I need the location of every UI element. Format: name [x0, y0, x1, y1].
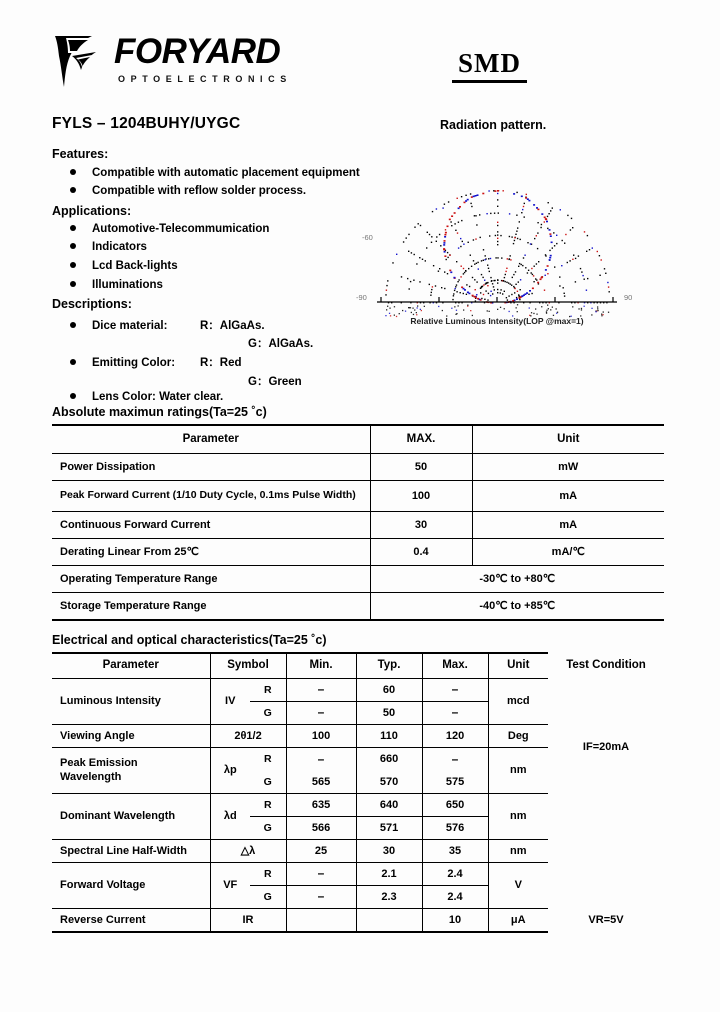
- th-typ: Typ.: [356, 653, 422, 679]
- application-item-2: [70, 241, 147, 253]
- th-max: Max.: [422, 653, 488, 679]
- application-item-1: [70, 223, 269, 235]
- cell-typ: 660: [356, 748, 422, 772]
- application-label: Indicators: [92, 241, 147, 253]
- cell-parameter: Operating Temperature Range: [52, 566, 370, 593]
- cell-unit: μA: [488, 909, 548, 933]
- application-item-4: [70, 279, 163, 291]
- cell-max: 2.4: [422, 863, 488, 886]
- radiation-pattern-label: Radiation pattern.: [440, 118, 547, 132]
- cell-unit: mW: [472, 454, 664, 481]
- cell-parameter: Viewing Angle: [52, 725, 210, 748]
- logo-subtitle: OPTOELECTRONICS: [118, 74, 292, 84]
- cell-parameter: Storage Temperature Range: [52, 593, 370, 621]
- feature-item-1: [70, 167, 360, 179]
- cell-test-condition-empty: [548, 863, 664, 909]
- table-row: [52, 539, 664, 566]
- cell-parameter: Power Dissipation: [52, 454, 370, 481]
- lens-color-row: [70, 391, 223, 403]
- th-max: MAX.: [370, 425, 472, 454]
- feature-item-2: [70, 185, 306, 197]
- cell-test-condition: VR=5V: [588, 913, 624, 926]
- svg-text:90: 90: [624, 293, 633, 302]
- cell-symbol: 2θ1/2: [210, 725, 286, 748]
- cell-parameter-line2: Wavelength: [52, 771, 210, 794]
- cell-color-tag: R: [250, 748, 286, 772]
- cell-typ: [356, 909, 422, 933]
- th-test-condition: Test Condition: [566, 659, 646, 672]
- cell-max: –: [422, 748, 488, 772]
- cell-symbol: △λ: [210, 840, 286, 863]
- cell-typ: 60: [356, 679, 422, 702]
- table1-header-row: [52, 425, 664, 454]
- cell-max: 100: [370, 481, 472, 512]
- th-symbol: Symbol: [210, 653, 286, 679]
- feature-label: Compatible with reflow solder process.: [92, 185, 307, 197]
- cell-color-tag: R: [250, 863, 286, 886]
- cell-unit: nm: [488, 794, 548, 840]
- table2-header-row: [52, 653, 664, 679]
- table-row: [52, 481, 664, 512]
- cell-min: 565: [286, 771, 356, 794]
- cell-max: 575: [422, 771, 488, 794]
- part-number: FYLS – 1204BUHY/UYGC: [52, 115, 241, 132]
- cell-merged-value: -40℃ to +85℃: [370, 593, 664, 621]
- cell-parameter-line1: Peak Emission: [52, 748, 210, 772]
- cell-unit: mA: [472, 512, 664, 539]
- cell-symbol: IR: [210, 909, 286, 933]
- cell-min: 635: [286, 794, 356, 817]
- lens-color-label: Lens Color: Water clear.: [92, 391, 224, 403]
- table-row: [52, 593, 664, 621]
- cell-color-tag: R: [250, 679, 286, 702]
- cell-max: 30: [370, 512, 472, 539]
- foryard-swoosh-icon: [52, 32, 110, 90]
- cell-min: –: [286, 748, 356, 772]
- cell-color-tag: G: [250, 886, 286, 909]
- cell-typ: 570: [356, 771, 422, 794]
- application-item-3: [70, 260, 178, 272]
- cell-unit: mA: [472, 481, 664, 512]
- cell-parameter: Derating Linear From 25℃: [52, 539, 370, 566]
- cell-typ: 2.3: [356, 886, 422, 909]
- cell-symbol: IV: [210, 679, 250, 725]
- cell-parameter: Peak Forward Current (1/10 Duty Cycle, 0.1ms Pulse Width): [52, 481, 370, 512]
- cell-max: –: [422, 679, 488, 702]
- bullet-dot-icon: [70, 262, 76, 268]
- th-min: Min.: [286, 653, 356, 679]
- cell-symbol: VF: [210, 863, 250, 909]
- cell-unit: mcd: [488, 679, 548, 725]
- dice-material-g: G：AlGaAs.: [248, 338, 314, 350]
- table-row: [52, 566, 664, 593]
- cell-min: –: [286, 886, 356, 909]
- cell-parameter: Forward Voltage: [52, 863, 210, 909]
- cell-min: [286, 909, 356, 933]
- th-unit: Unit: [472, 425, 664, 454]
- bullet-dot-icon: [70, 169, 76, 175]
- cell-typ: 640: [356, 794, 422, 817]
- cell-max: 120: [422, 725, 488, 748]
- th-parameter: Parameter: [52, 653, 210, 679]
- cell-typ: 571: [356, 817, 422, 840]
- cell-parameter: Dominant Wavelength: [52, 794, 210, 840]
- chart-caption: Relative Luminous Intensity(LOP @max=1): [410, 316, 584, 326]
- cell-min: –: [286, 863, 356, 886]
- absolute-maximum-ratings-table: [52, 424, 664, 621]
- cell-min: 566: [286, 817, 356, 840]
- svg-text:-60: -60: [362, 233, 373, 242]
- cell-max: 2.4: [422, 886, 488, 909]
- cell-test-condition-empty: [548, 840, 664, 863]
- table-row: [52, 512, 664, 539]
- company-logo: [52, 30, 352, 92]
- features-title: Features:: [52, 147, 109, 161]
- cell-max: 35: [422, 840, 488, 863]
- cell-typ: 110: [356, 725, 422, 748]
- cell-max: 0.4: [370, 539, 472, 566]
- cell-max: 576: [422, 817, 488, 840]
- cell-parameter: Luminous Intensity: [52, 679, 210, 725]
- smd-title: SMD: [452, 48, 527, 83]
- table-row: [52, 454, 664, 481]
- table2-title: Electrical and optical characteristics(Ta=25 ˚c): [52, 633, 327, 647]
- bullet-dot-icon: [70, 187, 76, 193]
- radiation-polar-plot: [352, 176, 642, 328]
- application-label: Illuminations: [92, 279, 163, 291]
- cell-unit: mA/℃: [472, 539, 664, 566]
- bullet-dot-icon: [70, 281, 76, 287]
- cell-unit: nm: [488, 748, 548, 794]
- cell-min: 100: [286, 725, 356, 748]
- cell-color-tag: R: [250, 794, 286, 817]
- electrical-optical-characteristics-table: [52, 652, 664, 933]
- cell-unit: V: [488, 863, 548, 909]
- application-label: Lcd Back-lights: [92, 260, 178, 272]
- cell-parameter: Reverse Current: [52, 909, 210, 933]
- emitting-color-row: [70, 354, 242, 370]
- emitting-color-label: Emitting Color:: [92, 357, 176, 369]
- application-label: Automotive-Telecommumication: [92, 223, 270, 235]
- cell-unit: nm: [488, 840, 548, 863]
- dice-material-label: Dice material:: [92, 320, 168, 332]
- cell-max: –: [422, 702, 488, 725]
- emitting-color-r: R：Red: [200, 357, 242, 369]
- bullet-dot-icon: [70, 322, 76, 328]
- cell-parameter: Continuous Forward Current: [52, 512, 370, 539]
- descriptions-title: Descriptions:: [52, 297, 132, 311]
- cell-max: 50: [370, 454, 472, 481]
- applications-title: Applications:: [52, 204, 132, 218]
- cell-min: 25: [286, 840, 356, 863]
- table-row: [52, 840, 664, 863]
- cell-unit: Deg: [488, 725, 548, 748]
- cell-symbol: λp: [210, 748, 250, 794]
- cell-color-tag: G: [250, 702, 286, 725]
- bullet-dot-icon: [70, 243, 76, 249]
- feature-label: Compatible with automatic placement equipment: [92, 167, 360, 179]
- dice-material-row: [70, 317, 265, 333]
- cell-typ: 2.1: [356, 863, 422, 886]
- cell-parameter: Spectral Line Half-Width: [52, 840, 210, 863]
- bullet-dot-icon: [70, 225, 76, 231]
- cell-typ: 50: [356, 702, 422, 725]
- svg-text:-90: -90: [356, 293, 367, 302]
- cell-min: –: [286, 702, 356, 725]
- cell-max: 650: [422, 794, 488, 817]
- emitting-color-g: G：Green: [248, 376, 302, 388]
- table-row: [52, 679, 664, 702]
- cell-max: 10: [422, 909, 488, 933]
- cell-typ: 30: [356, 840, 422, 863]
- dice-material-r: R：AlGaAs.: [200, 320, 265, 332]
- th-parameter: Parameter: [52, 425, 370, 454]
- cell-color-tag: G: [250, 817, 286, 840]
- table-row: [52, 909, 664, 933]
- bullet-dot-icon: [70, 393, 76, 399]
- cell-symbol: λd: [210, 794, 250, 840]
- th-unit: Unit: [488, 653, 548, 679]
- table1-title: Absolute maximun ratings(Ta=25 ˚c): [52, 405, 267, 419]
- table-row: [52, 863, 664, 886]
- cell-test-condition: IF=20mA: [582, 741, 630, 754]
- bullet-dot-icon: [70, 359, 76, 365]
- cell-min: –: [286, 679, 356, 702]
- cell-merged-value: -30℃ to +80℃: [370, 566, 664, 593]
- cell-color-tag: G: [250, 771, 286, 794]
- radiation-pattern-chart: [352, 176, 642, 328]
- logo-wordmark: FORYARD: [114, 32, 281, 71]
